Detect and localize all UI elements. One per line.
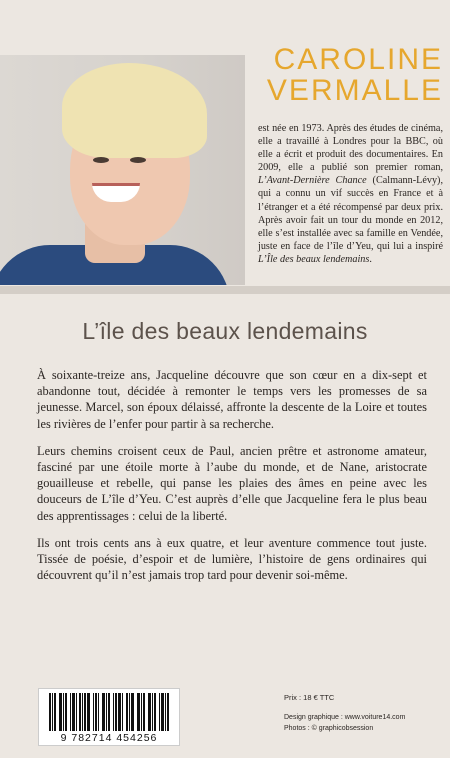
author-photo — [0, 55, 245, 285]
book-title: L’île des beaux lendemains — [82, 318, 368, 344]
isbn-barcode — [38, 688, 180, 746]
blurb-paragraph-3: Ils ont trois cents ans à eux quatre, et leur aventure commence tout juste. Tissée de poésie, d’espoir et de lumière, l’histoire de gens ordinaires qui découvrent qu’il n’est jamais trop tard pour devenir soi-même. — [37, 535, 427, 583]
blurb-paragraph-2: Leurs chemins croisent ceux de Paul, ancien prêtre et astronome amateur, fasciné par une étoile morte à l’aube du monde, et de Nane, aristocrate gouailleuse et rebelle, qui panse les plaies des âmes en peine avec les douceurs de L’île d’Yeu. C’est auprès d’elle que Jacqueline fera le plus beau des apprentissages : celui de la liberté. — [37, 443, 427, 523]
author-bio — [258, 122, 443, 266]
bio-text-1: est née en 1973. Après des études de cinéma, elle a travaillé à Londres pour la BBC, où elle a écrit et produit des documentaires. En 2009, elle a publié son premier roman, — [258, 123, 443, 174]
photo-eye-right — [130, 157, 146, 163]
bio-novel-2: L’Île des beaux lendemains — [258, 253, 370, 265]
barcode-number: 9 782714 454256 — [60, 732, 158, 744]
author-name — [258, 44, 443, 106]
price-label: Prix : 18 € TTC — [284, 693, 335, 702]
design-credit: Design graphique : www.voiture14.com — [284, 714, 406, 721]
photo-hair — [62, 63, 207, 158]
bio-text-3: . — [369, 253, 372, 265]
author-name-line1: CAROLINE — [273, 43, 443, 76]
author-section — [0, 0, 450, 292]
photo-eye-left — [93, 157, 109, 163]
photo-credit: Photos : © graphicobsession — [284, 725, 374, 732]
book-blurb — [37, 367, 427, 594]
blurb-paragraph-1: À soixante-treize ans, Jacqueline découvre que son cœur en a dix-sept et abandonne tout, décidée à remonter le temps vers les promesses de sa jeunesse. Marcel, son époux délaissé, affronte la descente de la Loire et toutes les rivières de l’enfer pour partir à sa recherche. — [37, 368, 427, 431]
barcode-bars — [49, 693, 169, 731]
author-name-line2: VERMALLE — [266, 74, 443, 107]
section-divider — [0, 286, 450, 294]
bio-novel-1: L’Avant-Dernière Chance — [258, 175, 367, 187]
bio-text-2: (Calmann-Lévy), qui a connu un vif succès en France et à l’étranger et a été récompensé par deux prix. Après avoir fait un tour du monde en 2012, elle s’est installée avec sa famille en Vendée, juste en face de l’île d’Yeu, qui lui a inspiré — [258, 175, 443, 252]
